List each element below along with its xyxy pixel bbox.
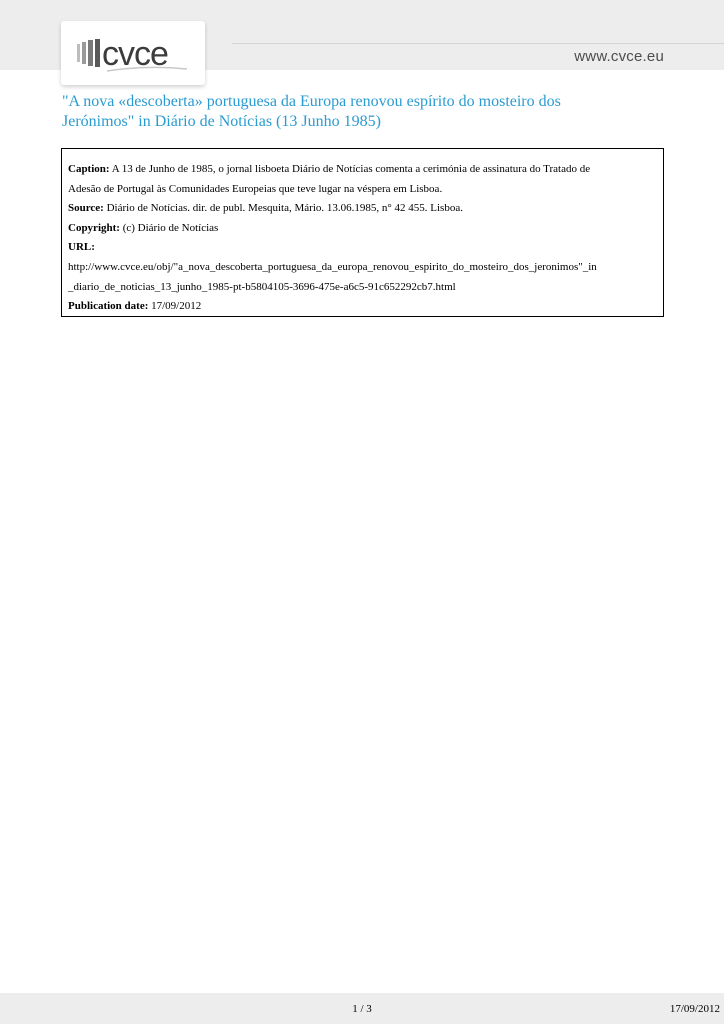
footer-band (0, 993, 724, 1024)
page-indicator: 1 / 3 (352, 1003, 372, 1015)
cvce-logo[interactable] (61, 21, 205, 85)
metadata-box (61, 148, 664, 317)
pubdate-row (68, 297, 657, 317)
title-line-2: Jerónimos" in Diário de Notícias (13 Junho 1985) (62, 113, 381, 130)
source-label: Source: (68, 202, 104, 215)
title-line-1: "A nova «descoberta» portuguesa da Europa renovou espírito do mosteiro dos (62, 93, 561, 110)
source-value: Diário de Notícias. dir. de publ. Mesquita, Mário. 13.06.1985, n° 42 455. Lisboa. (106, 202, 463, 215)
copyright-value: (c) Diário de Notícias (122, 221, 219, 234)
caption-label: Caption: (68, 163, 110, 175)
copyright-row (68, 219, 657, 239)
url-line-1[interactable]: http://www.cvce.eu/obj/"a_nova_descoberta_portuguesa_da_europa_renovou_espirito_do_mosteiro_dos_jeronimos"_in (68, 260, 597, 273)
footer-date: 17/09/2012 (669, 1003, 720, 1015)
header-divider (232, 43, 724, 44)
url-label: URL: (68, 241, 95, 254)
caption-text-1: A 13 de Junho de 1985, o jornal lisboeta Diário de Notícias comenta a cerimónia de assinatura do Tratado de (111, 163, 591, 175)
site-url[interactable]: www.cvce.eu (574, 48, 664, 65)
source-row (68, 199, 657, 219)
copyright-label: Copyright: (68, 221, 120, 234)
cvce-logo-icon (77, 34, 193, 74)
pubdate-value: 17/09/2012 (151, 300, 202, 313)
url-line-2[interactable]: _diario_de_noticias_13_junho_1985-pt-b5804105-3696-475e-a6c5-91c652292cb7.html (68, 280, 456, 293)
document-title (62, 92, 662, 132)
caption-row (68, 160, 657, 180)
logo-wordmark: cvce (102, 35, 168, 73)
caption-text-2: Adesão de Portugal às Comunidades Europeias que teve lugar na véspera em Lisboa. (68, 182, 443, 195)
pubdate-label: Publication date: (68, 300, 149, 313)
